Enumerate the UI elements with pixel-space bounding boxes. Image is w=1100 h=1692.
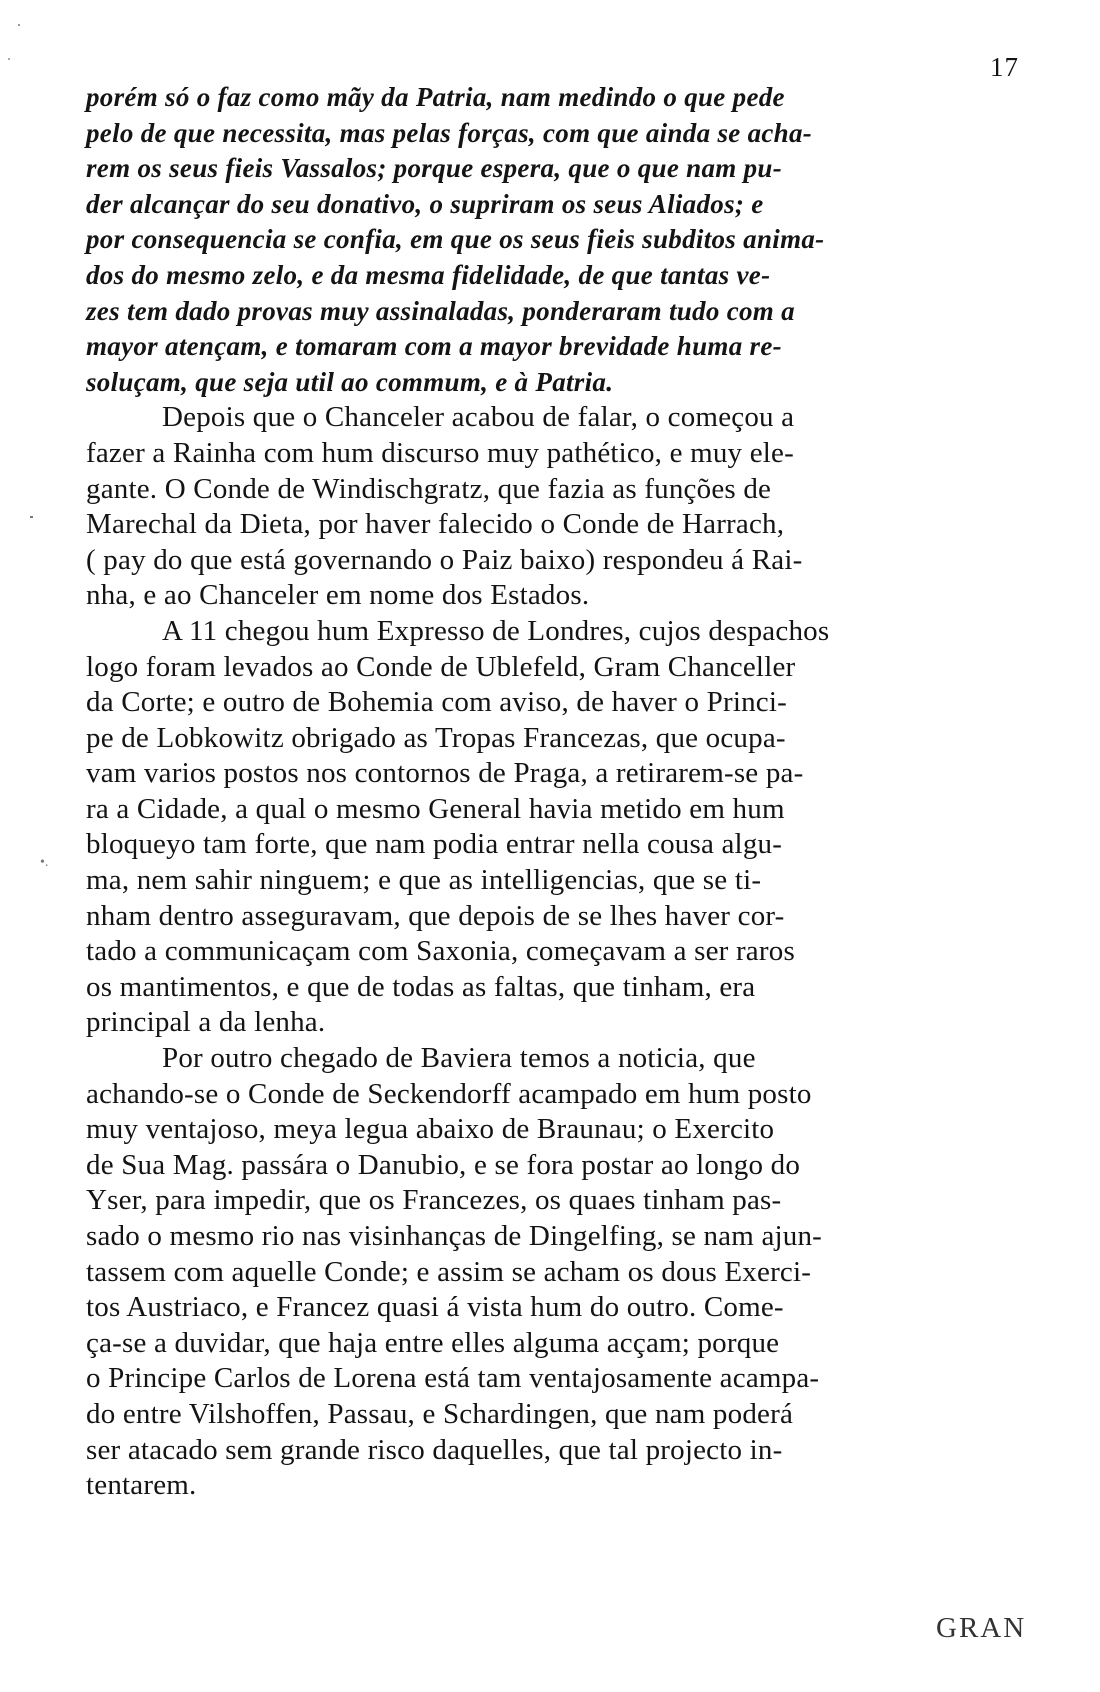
- margin-mark: •.: [40, 855, 49, 870]
- text-line: nham dentro asseguravam, que depois de se lhes haver cor-: [86, 899, 785, 932]
- paragraph-first-line: A 11 chegou hum Expresso de Londres, cujos despachos: [162, 614, 830, 647]
- paper-speck: [18, 24, 20, 26]
- text-line: principal a da lenha.: [86, 1006, 326, 1039]
- text-line: logo foram levados ao Conde de Ublefeld, Gram Chanceller: [86, 650, 796, 683]
- text-line: Yser, para impedir, que os Francezes, os quaes tinham pas-: [86, 1184, 782, 1217]
- text-line: ser atacado sem grande risco daquelles, que tal projecto in-: [86, 1433, 783, 1466]
- text-line: de Sua Mag. passára o Danubio, e se fora postar ao longo do: [86, 1148, 801, 1181]
- text-line: sado o mesmo rio nas visinhanças de Dingelfing, se nam ajun-: [86, 1220, 823, 1252]
- text-line: bloqueyo tam forte, que nam podia entrar nella cousa algu-: [86, 828, 783, 861]
- text-line: gante. O Conde de Windischgratz, que fazia as funções de: [86, 472, 772, 505]
- text-line: rem os seus fieis Vassalos; porque espera, que o que nam pu-: [86, 153, 783, 184]
- text-line: ra a Cidade, a qual o mesmo General havia metido em hum: [86, 792, 785, 825]
- text-line: tado a communicaçam com Saxonia, começavam a ser raros: [86, 935, 795, 968]
- text-line: os mantimentos, e que de todas as faltas, que tinham, era: [86, 970, 756, 1003]
- text-line: der alcançar do seu donativo, o supriram os seus Aliados; e: [86, 188, 764, 219]
- text-line: ça-se a duvidar, que haja entre elles alguma acçam; porque: [86, 1326, 780, 1359]
- text-line: da Corte; e outro de Bohemia com aviso, de haver o Princi-: [86, 686, 787, 719]
- text-line: fazer a Rainha com hum discurso muy pathético, e muy ele-: [86, 436, 794, 469]
- text-line: dos do mesmo zelo, e da mesma fidelidade, de que tantas ve-: [86, 259, 771, 290]
- text-line: mayor atençam, e tomaram com a mayor brevidade huma re-: [86, 331, 782, 362]
- body-text: [86, 80, 1046, 1504]
- page-number: 17: [990, 52, 1019, 82]
- text-line: muy ventajoso, meya legua abaixo de Braunau; o Exercito: [86, 1113, 775, 1146]
- text-line: o Principe Carlos de Lorena está tam ventajosamente acampa-: [86, 1362, 820, 1395]
- catchword: GRAN: [936, 1612, 1027, 1644]
- paper-speck: [8, 58, 10, 60]
- text-line: tentarem.: [86, 1469, 197, 1502]
- paper-speck: [30, 516, 33, 518]
- text-line: soluçam, que seja util ao commum, e à Patria.: [86, 366, 614, 397]
- text-line: pelo de que necessita, mas pelas forças, com que ainda se acha-: [86, 117, 813, 148]
- text-line: porém só o faz como mãy da Patria, nam medindo o que pede: [86, 82, 785, 112]
- text-line: ma, nem sahir ninguem; e que as intelligencias, que se ti-: [86, 864, 762, 897]
- text-line: por consequencia se confia, em que os seus fieis subditos anima-: [86, 224, 825, 255]
- text-line: do entre Vilshoffen, Passau, e Schardingen, que nam poderá: [86, 1397, 794, 1430]
- text-line: zes tem dado provas muy assinaladas, ponderaram tudo com a: [86, 295, 795, 326]
- text-line: vam varios postos nos contornos de Praga, a retirarem-se pa-: [86, 757, 804, 790]
- text-line: achando-se o Conde de Seckendorff acampado em hum posto: [86, 1077, 812, 1110]
- text-line: nha, e ao Chanceler em nome dos Estados.: [86, 579, 590, 612]
- text-line: Marechal da Dieta, por haver falecido o Conde de Harrach,: [86, 508, 785, 541]
- text-line: ( pay do que está governando o Paiz baixo) respondeu á Rai-: [86, 543, 803, 576]
- paragraph-first-line: Por outro chegado de Baviera temos a noticia, que: [162, 1042, 756, 1075]
- text-line: tos Austriaco, e Francez quasi á vista hum do outro. Come-: [86, 1291, 784, 1324]
- text-line: tassem com aquelle Conde; e assim se acham os dous Exerci-: [86, 1255, 812, 1288]
- text-line: pe de Lobkowitz obrigado as Tropas Francezas, que ocupa-: [86, 721, 786, 754]
- paragraph-first-line: Depois que o Chanceler acabou de falar, o começou a: [162, 401, 795, 434]
